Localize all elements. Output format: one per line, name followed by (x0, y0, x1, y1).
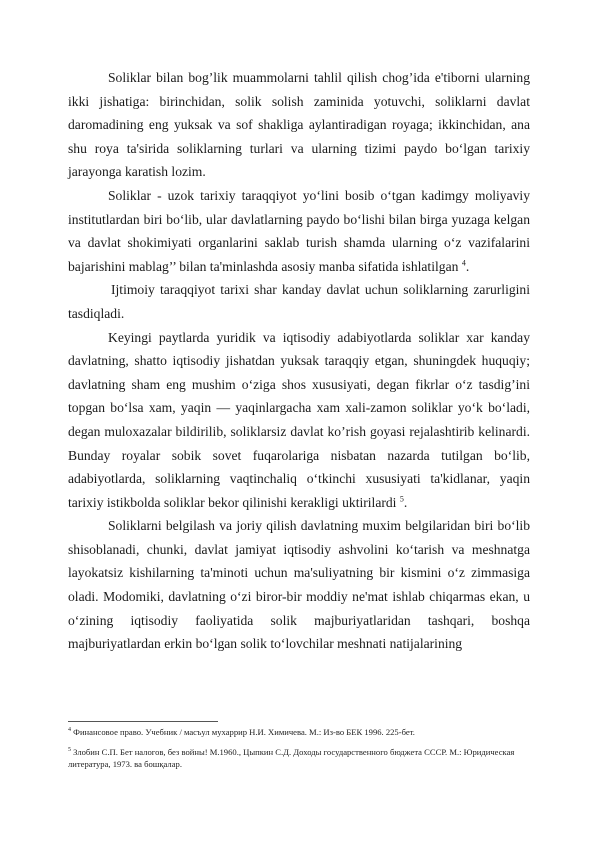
paragraph-3: Ijtimoiy taraqqiyot tarixi shar kanday davlat uchun soliklarning zarurligini tasdiqladi. (68, 282, 530, 321)
footnote-ref-5[interactable]: 5 (399, 494, 404, 504)
footnote-number: 4 (68, 727, 71, 734)
footnote-divider (68, 721, 218, 722)
paragraph-2: Soliklar - uzok tarixiy taraqqiyot yo‘lini bosib o‘tgan kadimgy moliyaviy institutlardan biri bo‘lib, ular davlatlarning paydo bo‘lishi bilan birga yuzaga kelgan va davlat shokimiyati organlarini saklab turish shamda ularning o‘z vazifalarini bajarishini mablag’’ bilan ta'minlashda asosiy manba sifatida ishlatilgan $^4$. (68, 187, 530, 274)
paragraph-1: Soliklar bilan bog’lik muammolarni tahlil qilish chog’ida e'tiborni ularning ikki jishatiga: birinchidan, solik solish zaminida yotuvchi, soliklarni davlat daromadining eng yuksak va sof shakliga aylantiradigan royaga; ikkinchidan, ana shu roya ta'sirida soliklarning turlari va ularning tizimi paydo bo‘lgan tarixiy jarayonga karatish lozim. (68, 70, 530, 180)
footnotes-section (68, 726, 538, 778)
footnote-text: Финансовое право. Учебник / масъул мухаррир Н.И. Химичева. М.: Из-во БЕК 1996. 225-бет. (73, 727, 415, 737)
paragraph-5: Soliklarni belgilash va joriy qilish davlatning muxim belgilaridan biri bo‘lib shisoblanadi, chunki, davlat jamiyat iqtisodiy ashvolini ko‘tarish va meshnatga layokatsiz kishilarning ta'minoti uchun ma'suliyatning bir kismini o‘z zimmasiga oladi. Modomiki, davlatning o‘zi biror-bir moddiy ne'mat ishlab chiqarmas ekan, u o‘zining iqtisodiy faoliyatida solik majburiyatlaridan tashqari, boshqa majburiyatlardan erkin bo‘lgan solik to‘lovchilar meshnati natijalarining (68, 518, 530, 652)
document-body (68, 66, 530, 656)
footnote-number: 5 (68, 747, 71, 754)
footnote-text: Злобин С.П. Бет налогов, без войны! М.1960., Цыпкин С.Д. Доходы государственного бюджета СССР. М.: Юридическая литература, 1973. ва бошқалар. (68, 747, 515, 769)
footnote-4 (68, 726, 538, 738)
paragraph-4: Keyingi paytlarda yuridik va iqtisodiy adabiyotlarda soliklar xar kanday davlatning, shatto iqtisodiy jishatdan yuksak taraqqiy etgan, shuningdek huquqiy; davlatning sham eng mushim o‘ziga shos xususiyati, degan fikrlar o‘z tasdig’ini topgan bo‘lsa xam, yaqin — yaqinlargacha xam xali-zamon soliklar yo‘k bo‘ladi, degan muloxazalar bildirilib, soliklarsiz davlat ko’rish goyasi rejalashtirib kelinardi. Bunday royalar sobik sovet fuqarolariga nisbatan nazarda tutilgan bo‘lib, adabiyotlarda, soliklarning vaqtinchaliq o‘tkinchi xususiyati ta'kidlanar, yaqin tarixiy istikbolda soliklar bekor qilinishi kerakligi uktirilardi $^5$. (68, 329, 530, 510)
footnote-5 (68, 746, 538, 770)
footnote-ref-4[interactable]: 4 (461, 258, 466, 268)
